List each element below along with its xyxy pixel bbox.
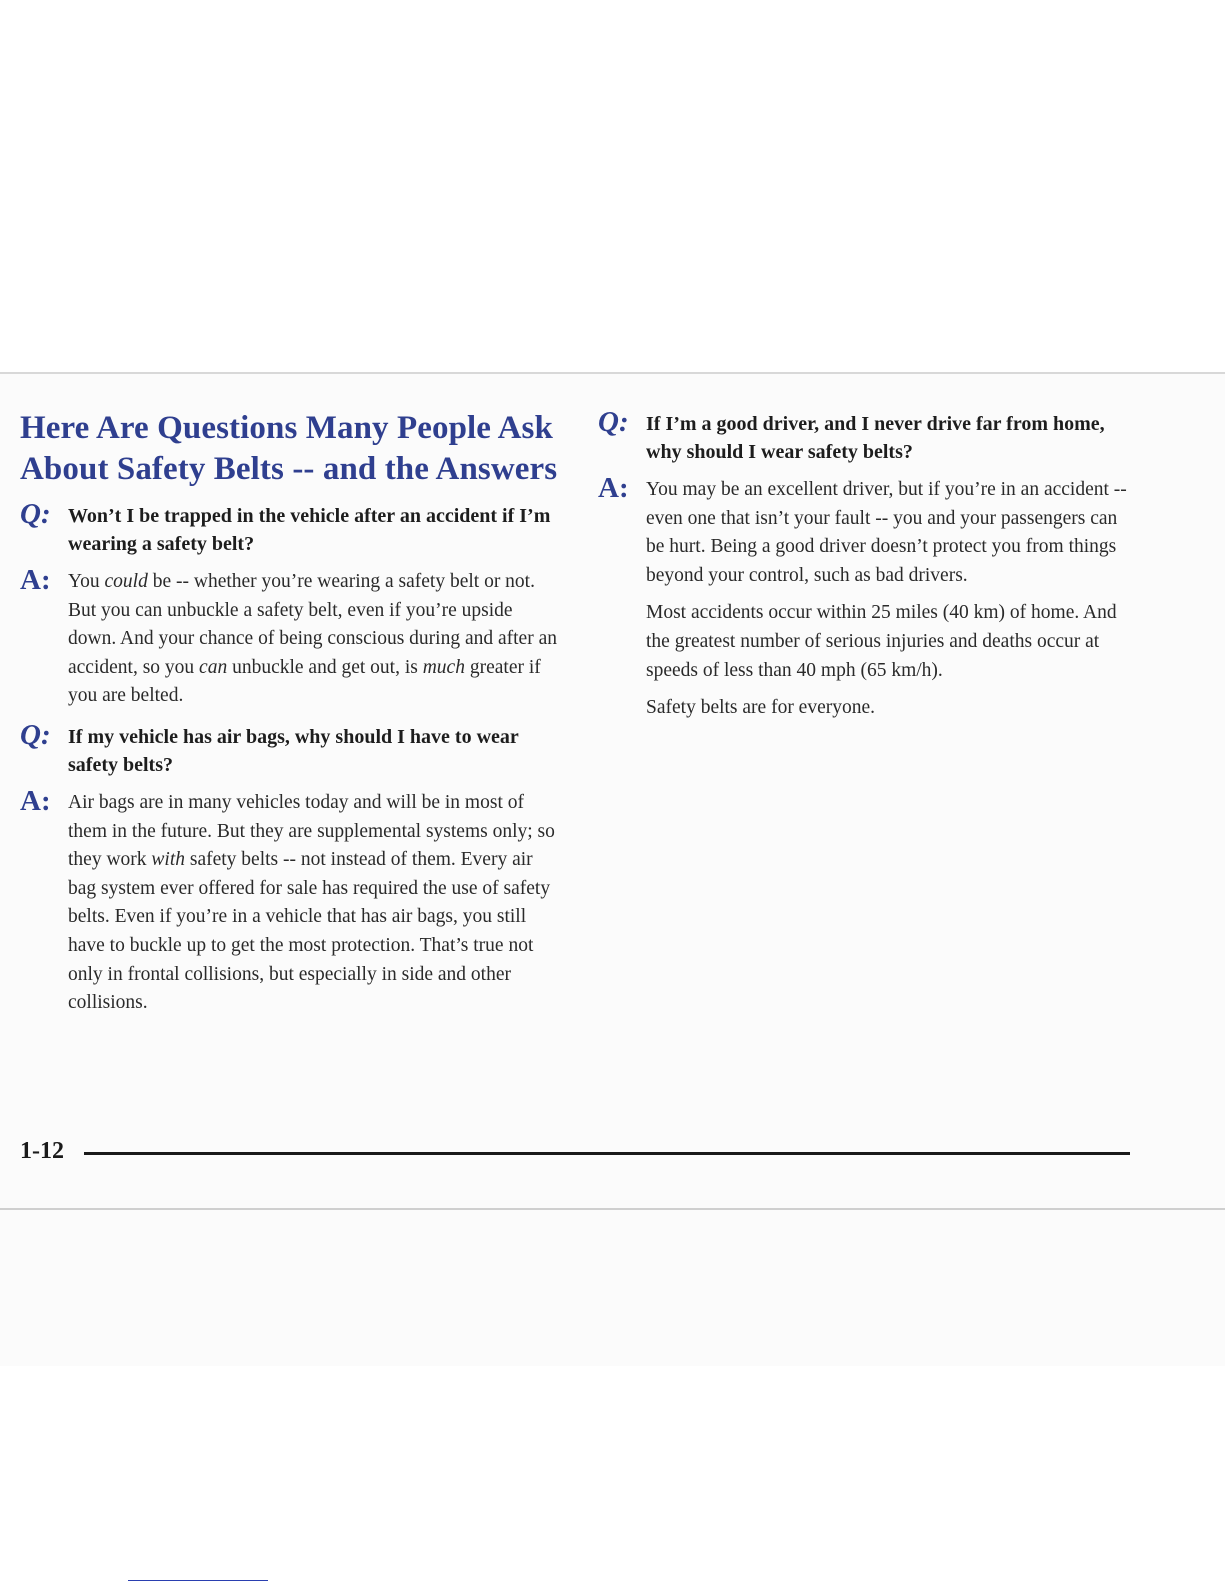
right-column [598,406,1138,735]
page-number: 1-12 [20,1138,64,1164]
answer-marker: A: [20,564,51,596]
answer-2-text: Air bags are in many vehicles today and will be in most of them in the future. But they are supplemental systems only; so they work with safety belts -- not instead of them. Every air bag system ever offered for sale has required the use of safety belts. Even if you’re in a vehicle that has air bags, you still have to buckle up to get the most protection. That’s true not only in frontal collisions, but especially in side and other collisions. [68,791,555,1014]
answer-3-paragraph-3: Safety belts are for everyone. [646,697,876,719]
question-1 [20,498,565,558]
question-2-text: If my vehicle has air bags, why should I have to wear safety belts? [68,725,519,776]
answer-3-paragraph-2: Most accidents occur within 25 miles (40 km) of home. And the greatest number of serious injuries and deaths occur at speeds of less than 40 mph (65 km/h). [646,602,1117,681]
answer-marker: A: [20,784,51,817]
answer-2 [20,784,565,1018]
answer-1-text: You could be -- whether you’re wearing a safety belt or not. But you can unbuckle a safety belt, even if you’re upside down. And your chance of being conscious during and after an accident, so you can unbuckle and get out, is much greater if you are belted. [68,571,557,707]
question-marker: Q: [20,498,51,530]
page-heading [20,408,565,490]
answer-3-paragraph-1: You may be an excellent driver, but if you’re in an accident -- even one that isn’t your fault -- you and your passengers can be hurt. Being a good driver doesn’t protect you from things beyond your control, such as bad drivers. [646,479,1127,586]
question-1-text: Won’t I be trapped in the vehicle after an accident if I’m wearing a safety belt? [68,505,551,555]
bottom-link-underline [128,1580,268,1581]
question-3 [598,406,1138,466]
heading-line-2: About Safety Belts -- and the Answers [20,451,558,487]
question-3-text: If I’m a good driver, and I never drive far from home, why should I wear safety belts? [646,413,1105,463]
left-column [20,408,565,1030]
heading-line-1: Here Are Questions Many People Ask [20,410,553,446]
answer-3 [598,472,1138,723]
answer-1 [20,564,565,711]
question-2 [20,718,565,779]
page-footer [20,1134,1130,1168]
answer-marker: A: [598,472,629,504]
footer-rule [84,1152,1130,1155]
page-bottom-edge [0,1208,1225,1210]
question-marker: Q: [598,406,629,438]
question-marker: Q: [20,718,51,751]
